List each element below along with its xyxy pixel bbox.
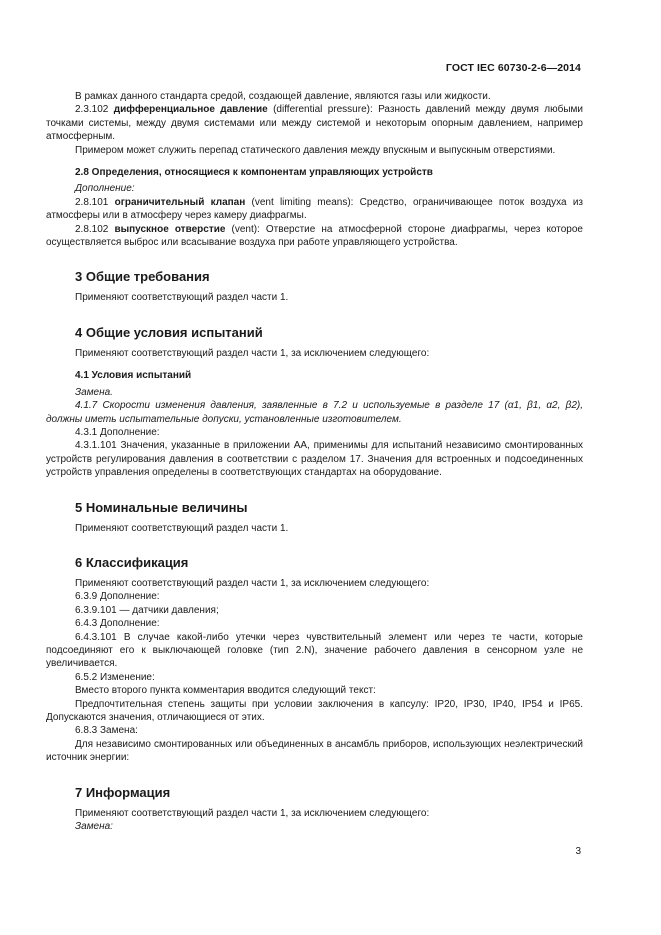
paragraph: Применяют соответствующий раздел части 1, за исключением следующего: [75,347,430,359]
replacement-label: Замена. [75,386,113,398]
section-heading-5: 5 Номинальные величины [75,499,248,515]
paragraph-6-3-9-101: 6.3.9.101 — датчики давления; [75,604,219,616]
paragraph-6-3-9: 6.3.9 Дополнение: [75,591,160,603]
paragraph-6-4-3: 6.4.3 Дополнение: [75,618,160,630]
page-content [46,90,583,833]
paragraph-6-8-3: 6.8.3 Замена: [75,725,138,737]
paragraph: Применяют соответствующий раздел части 1, за исключением следующего: [75,577,430,589]
paragraph-6-4-3-101: 6.4.3.101 В случае какой-либо утечки через чувствительный элемент или через те части, которые подсоединяют его к выключающей головке (тип 2.N), значение рабочего давления в сенсорном узле не увеличивается. [46,631,583,670]
section-heading-3: 3 Общие требования [75,269,210,285]
section-heading-6: 6 Классификация [75,554,189,570]
paragraph: Применяют соответствующий раздел части 1, за исключением следующего: [75,807,430,819]
term: ограничительный клапан [114,196,246,208]
document-header: ГОСТ IEC 60730-2-6—2014 [445,62,581,74]
definition-vent-limiting: 2.8.101 ограничительный клапан (vent limiting means): Средство, ограничивающее поток воздуха из атмосферы или в атмосферу через камеру диафрагмы. [46,196,583,222]
definition-differential-pressure: 2.3.102 дифференциальное давление (differential pressure): Разность давлений между двумя любыми точками системы, между двумя системами или между системой и некоторым опорным давлением, например атмосферным. [46,104,583,143]
section-heading-4: 4 Общие условия испытаний [75,324,263,340]
term: выпускное отверстие [114,223,226,235]
paragraph-4-1-7: 4.1.7 Скорости изменения давления, заявленные в 7.2 и используемые в разделе 17 (α1, β1, α2, β2), должны иметь испытательные допуски, установленные изготовителем. [46,400,583,425]
paragraph-4-3-1: 4.3.1 Дополнение: [75,426,160,438]
section-heading-7: 7 Информация [75,784,171,800]
paragraph: Примером может служить перепад статического давления между впускным и выпускным отверстиями. [75,144,556,156]
paragraph: Применяют соответствующий раздел части 1. [75,292,289,304]
term: дифференциальное давление [113,104,268,116]
definition-vent: 2.8.102 выпускное отверстие (vent): Отверстие на атмосферной стороне диафрагмы, через которое осуществляется выброс или всасывание воздуха при работе управляющего устройства. [46,223,583,249]
subsection-heading-2-8: 2.8 Определения, относящиеся к компонентам управляющих устройств [75,167,433,179]
paragraph: Для независимо смонтированных или объединенных в ансамбль приборов, использующих неэлектрический источник энергии: [46,738,583,764]
page-number: 3 [575,846,581,857]
subsection-heading-4-1: 4.1 Условия испытаний [75,370,192,382]
replacement-label: Замена: [75,821,113,833]
paragraph: В рамках данного стандарта средой, создающей давление, являются газы или жидкости. [75,91,491,102]
paragraph-4-3-1-101: 4.3.1.101 Значения, указанные в приложении АА, применимы для испытаний независимо смонтированных устройств регулирования давления в соответствии с разделом 17. Значения для встроенных и подсоединенных устройств управления определены в соответствующих стандартах на оборудование. [46,440,583,479]
paragraph-6-5-2: 6.5.2 Изменение: [75,671,155,683]
paragraph: Вместо второго пункта комментария вводится следующий текст: [75,685,376,697]
addition-label: Дополнение: [75,183,135,195]
paragraph: Предпочтительная степень защиты при условии заключения в капсулу: IP20, IP30, IP40, IP54 и IP65. Допускаются значения, отличающиеся от этих. [46,698,583,723]
paragraph: Применяют соответствующий раздел части 1. [75,522,289,534]
